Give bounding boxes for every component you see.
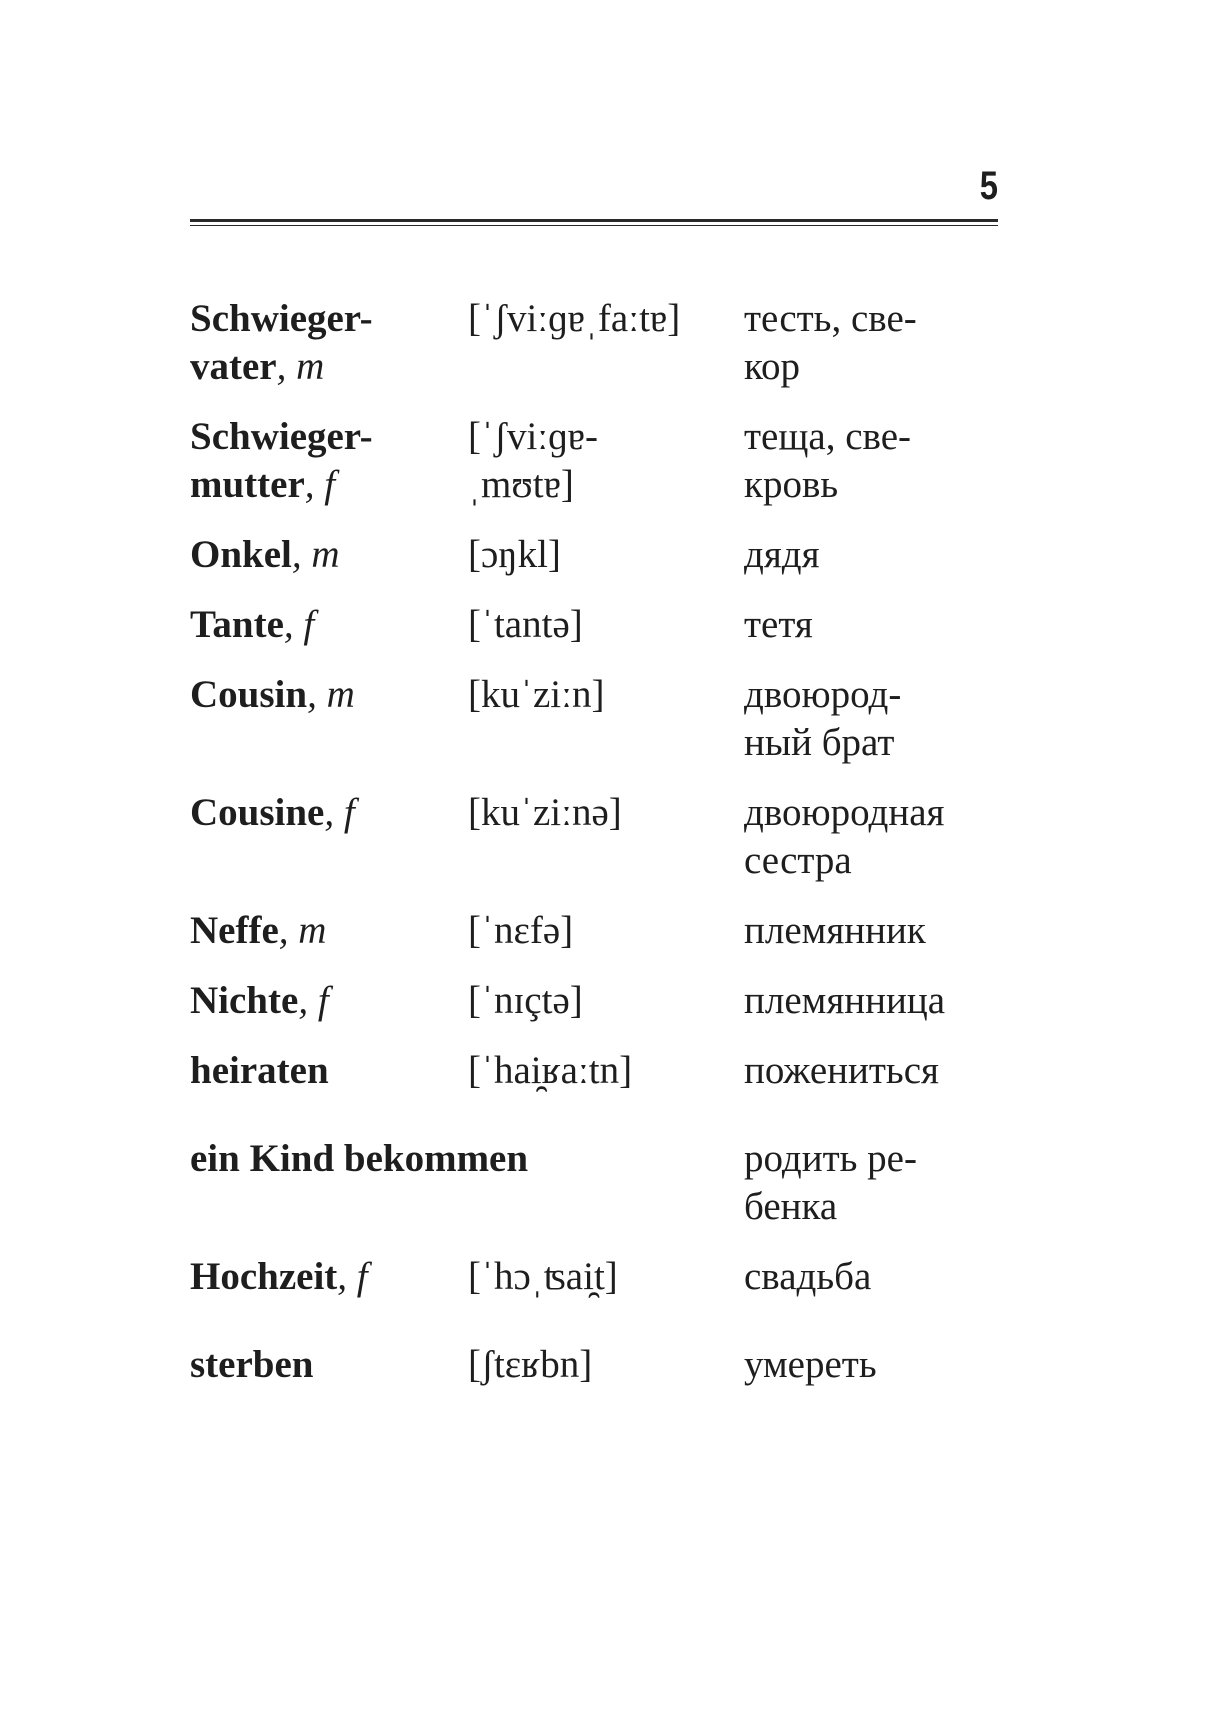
entry-gender: , f [304,463,336,506]
entry-word: heiraten [190,1049,329,1092]
entry-transcription: [ˈhai̯ʁaːtn] [468,1049,633,1092]
entry-headword [190,601,468,649]
entry-gender: , f [337,1255,368,1298]
entry-translation: двоюродная сестра [744,791,945,882]
vocab-entry [190,1135,1010,1231]
header-rule-thin [190,225,998,226]
entry-gender: , m [307,673,355,716]
entry-word: Hochzeit [190,1255,338,1298]
entry-transcription: [kuˈziːn] [468,673,605,716]
entry-translation: племянница [744,979,946,1022]
vocab-entry [190,601,1010,649]
entry-headword [190,977,468,1025]
entry-headword [190,1135,744,1183]
entry-word: Neffe [190,909,279,952]
entry-gender: , m [291,533,340,576]
entry-gender: , m [276,345,325,388]
entry-translation: племянник [744,909,926,952]
entry-transcription: [ɔŋkl] [468,533,561,576]
vocab-entry [190,671,1010,767]
entry-word: Nichte [190,979,299,1022]
entry-transcription: [ˈnɛfə] [468,909,574,952]
entry-translation: тетя [744,603,813,646]
entry-headword [190,1253,468,1301]
entry-translation: двоюрод- ный брат [744,673,902,764]
entry-translation: родить ре- бенка [744,1137,917,1228]
vocab-entry [190,1047,1010,1095]
entry-gender: , m [278,909,327,952]
vocab-entry [190,977,1010,1025]
entry-headword [190,789,468,837]
entry-word: ein Kind bekommen [190,1137,529,1180]
vocab-entry [190,1341,1010,1389]
entry-word: Cousine [190,791,325,834]
vocabulary-list [190,295,1010,1389]
page-number: 5 [979,164,998,208]
vocab-entry [190,907,1010,955]
vocab-entry [190,295,1010,391]
entry-transcription: [kuˈziːnə] [468,791,622,834]
entry-headword [190,531,468,579]
entry-word: Tante [190,603,284,646]
entry-word: Schwieger- vater [190,297,373,388]
entry-word: Schwieger- mutter [190,415,373,506]
entry-transcription: [ˈtantə] [468,603,583,646]
entry-gender: , f [283,603,315,646]
vocab-entry [190,531,1010,579]
vocab-entry [190,1253,1010,1301]
entry-gender: , f [324,791,355,834]
entry-transcription: [ˈnɪçtə] [468,979,583,1022]
entry-gender: , f [298,979,329,1022]
entry-transcription: [ˈhɔˌʦai̯t] [468,1255,618,1298]
entry-headword [190,295,468,391]
entry-headword [190,1047,468,1095]
header-rule [190,219,998,222]
entry-translation: тесть, све- кор [744,297,917,388]
entry-headword [190,671,468,719]
entry-headword [190,1341,468,1389]
entry-transcription: [ˈʃviːɡɐˌfaːtɐ] [468,297,681,340]
entry-translation: умереть [744,1343,877,1386]
entry-word: Onkel [190,533,292,576]
entry-word: Cousin [190,673,308,716]
entry-headword [190,413,468,509]
vocab-entry [190,413,1010,509]
entry-translation: теща, све- кровь [744,415,911,506]
entry-translation: свадьба [744,1255,872,1298]
vocab-entry [190,789,1010,885]
entry-transcription: [ʃtɛʁbn] [468,1343,593,1386]
entry-translation: пожениться [744,1049,939,1092]
entry-translation: дядя [744,533,820,576]
entry-transcription: [ˈʃviːɡɐ- ˌmʊtɐ] [468,415,598,506]
entry-headword [190,907,468,955]
entry-word: sterben [190,1343,314,1386]
